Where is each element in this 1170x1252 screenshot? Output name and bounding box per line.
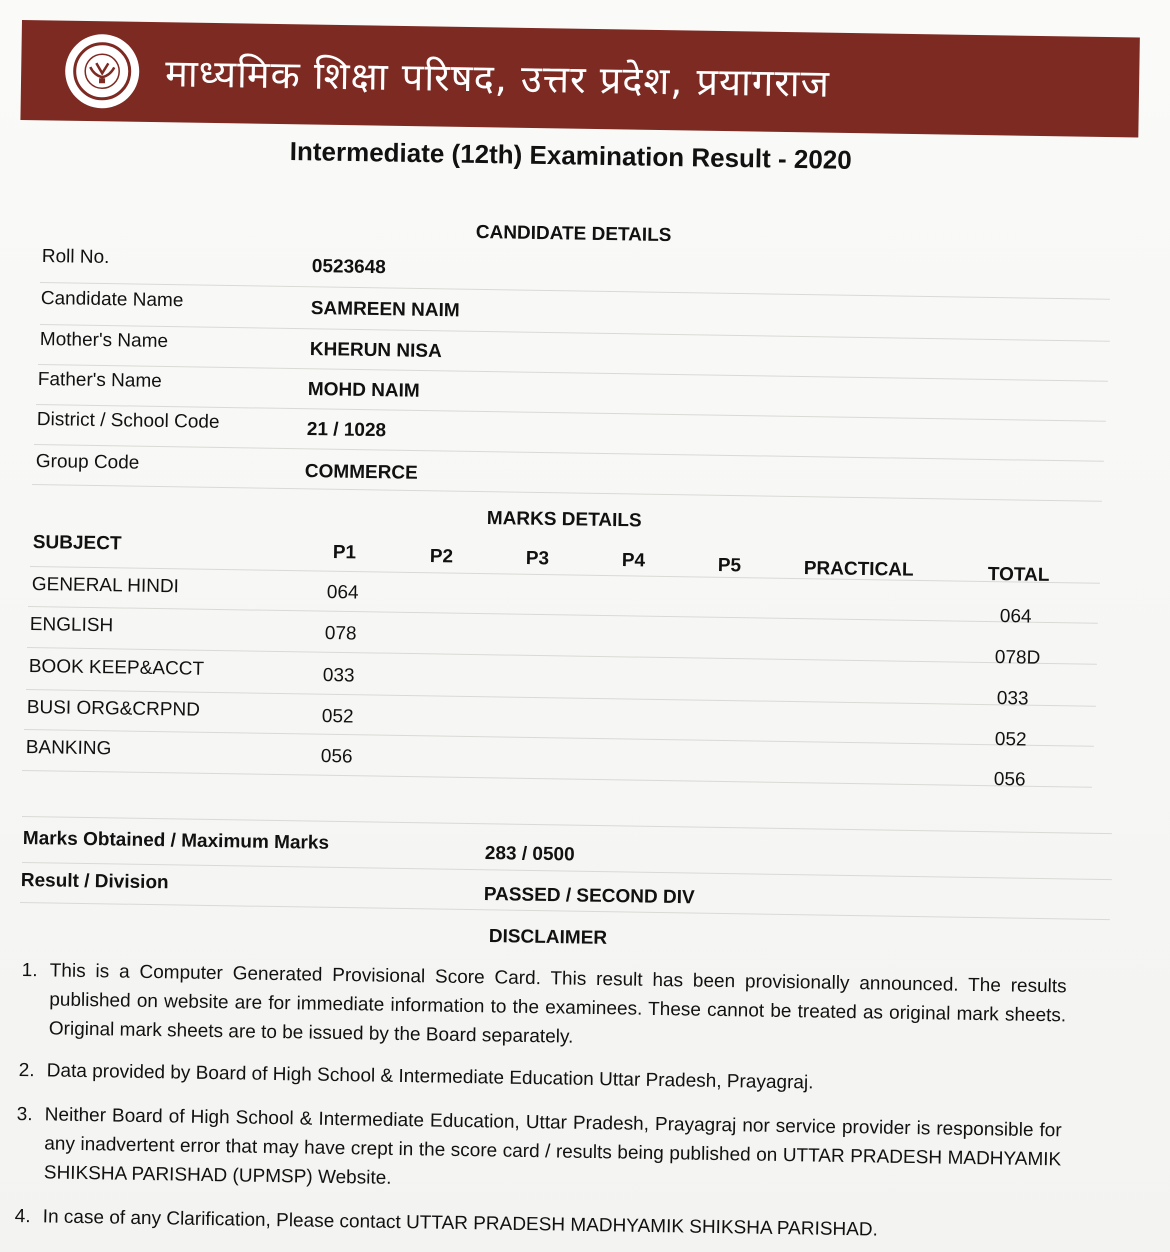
disclaimer-number: 2. (18, 1059, 35, 1082)
p1-book-keep-acct: 033 (322, 665, 355, 687)
header-p5: P5 (717, 555, 742, 577)
disclaimer-text: This is a Computer Generated Provisional Score Card. This result has been provisionally announced. The results published on website are for immediate information to the examinees. These cannot be treated as original mark sheets. Original mark sheets are to be issued by the Board separately. (48, 960, 1067, 1048)
header-p3: P3 (525, 548, 550, 570)
mothers-name-value: KHERUN NISA (309, 339, 442, 363)
disclaimer-number: 1. (21, 959, 38, 982)
mothers-name-label: Mother's Name (39, 329, 169, 353)
district-school-code-value: 21 / 1028 (306, 419, 387, 442)
total-book-keep-acct: 033 (996, 688, 1029, 710)
header-p2: P2 (429, 546, 454, 568)
result-division-label: Result / Division (20, 870, 169, 894)
marks-obtained-value: 283 / 0500 (484, 843, 575, 866)
p1-busi-org-crpnd: 052 (321, 706, 354, 728)
subject-book-keep-acct: BOOK KEEP&ACCT (28, 656, 205, 680)
document-title: Intermediate (12th) Examination Result - 2020 (289, 136, 852, 175)
group-code-value: COMMERCE (304, 461, 418, 484)
disclaimer-text: In case of any Clarification, Please contact UTTAR PRADESH MADHYAMIK SHIKSHA PARISHAD. (42, 1206, 879, 1241)
fathers-name-label: Father's Name (37, 369, 163, 392)
subject-busi-org-crpnd: BUSI ORG&CRPND (26, 697, 201, 721)
p1-general-hindi: 064 (326, 582, 359, 604)
candidate-name-value: SAMREEN NAIM (310, 298, 460, 322)
p1-english: 078 (324, 623, 357, 645)
subject-general-hindi: GENERAL HINDI (31, 574, 180, 598)
total-english: 078D (994, 647, 1041, 669)
disclaimer-number: 3. (16, 1103, 33, 1126)
marks-details-title: MARKS DETAILS (486, 508, 642, 532)
board-header-band (20, 20, 1139, 138)
subject-english: ENGLISH (29, 614, 114, 637)
header-p1: P1 (332, 542, 357, 564)
header-practical: PRACTICAL (803, 558, 914, 581)
header-total: TOTAL (987, 564, 1050, 586)
disclaimer-item-1 (21, 956, 1067, 1059)
result-division-value: PASSED / SECOND DIV (483, 884, 695, 909)
disclaimer-text: Neither Board of High School & Intermediate Education, Uttar Pradesh, Prayagraj nor service provider is responsible for any inadvertent error that may have crept in the score card / results being published on UTTAR PRADESH MADHYAMIK SHIKSHA PARISHAD (UPMSP) Website. (43, 1104, 1062, 1189)
up-government-seal-icon (65, 34, 140, 109)
total-general-hindi: 064 (999, 606, 1032, 628)
fathers-name-value: MOHD NAIM (307, 379, 420, 402)
disclaimer-text: Data provided by Board of High School & Intermediate Education Uttar Pradesh, Prayagraj. (46, 1060, 814, 1094)
marks-obtained-label: Marks Obtained / Maximum Marks (22, 828, 330, 854)
board-name-hindi: माध्यमिक शिक्षा परिषद, उत्तर प्रदेश, प्रयागराज (164, 51, 831, 106)
total-busi-org-crpnd: 052 (994, 729, 1027, 751)
roll-no-label: Roll No. (41, 246, 110, 269)
roll-no-value: 0523648 (311, 256, 386, 279)
district-school-code-label: District / School Code (36, 409, 220, 433)
candidate-details-title: CANDIDATE DETAILS (475, 222, 672, 247)
total-banking: 056 (993, 769, 1026, 791)
disclaimer-title: DISCLAIMER (488, 926, 608, 949)
header-subject: SUBJECT (32, 532, 122, 555)
disclaimer-item-2 (19, 1056, 1064, 1101)
subject-banking: BANKING (25, 737, 112, 760)
disclaimer-item-4 (15, 1202, 1060, 1247)
disclaimer-number: 4. (14, 1205, 31, 1228)
header-p4: P4 (621, 550, 646, 572)
disclaimer-item-3 (16, 1100, 1062, 1203)
p1-banking: 056 (320, 746, 353, 768)
candidate-name-label: Candidate Name (40, 288, 184, 312)
group-code-label: Group Code (35, 451, 140, 474)
